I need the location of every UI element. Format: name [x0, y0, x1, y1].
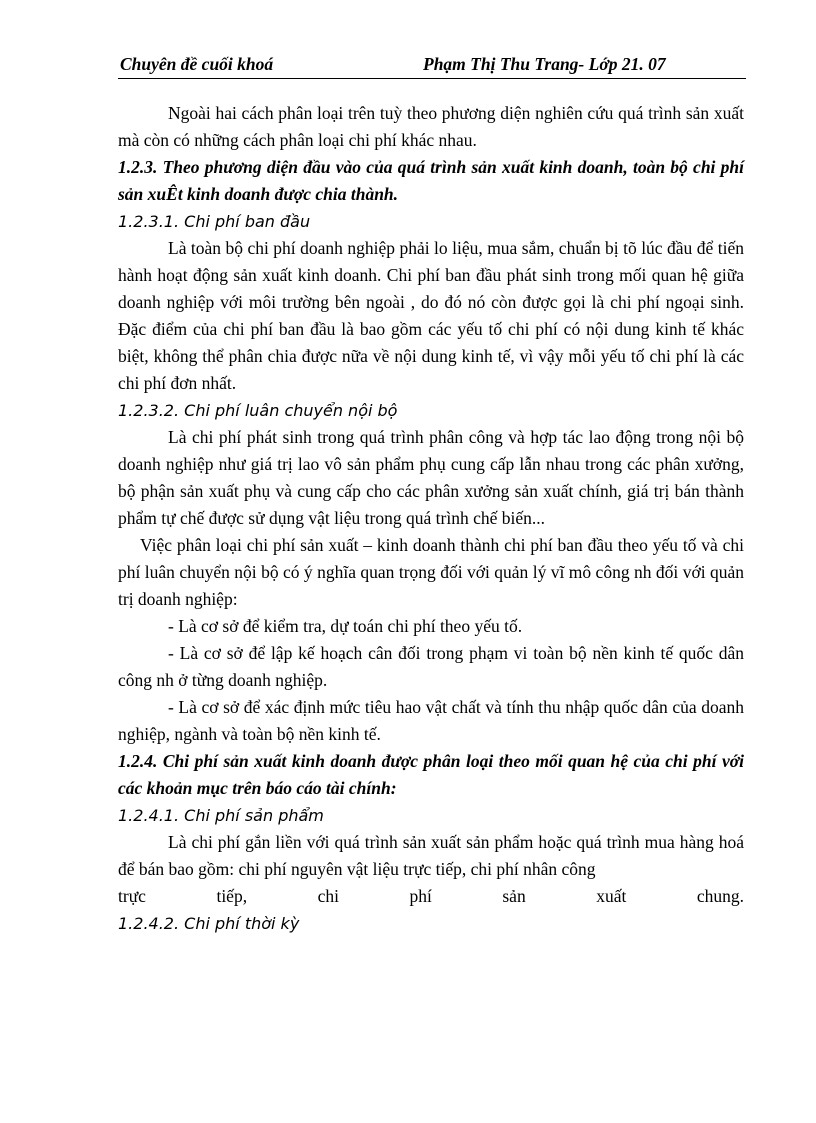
- paragraph-product-cost: Là chi phí gắn liền với quá trình sản xuất sản phẩm hoặc quá trình mua hàng hoá để bán bao gồm: chi phí nguyên vật liệu trực tiếp, chi phí nhân công: [118, 832, 744, 879]
- paragraph-initial-cost: Là toàn bộ chi phí doanh nghiệp phải lo liệu, mua sắm, chuẩn bị tõ lúc đầu để tiến hành hoạt động sản xuất kinh doanh. Chi phí ban đầu phát sinh trong mối quan hệ giữa doanh nghiệp với môi trường bên ngoài , do đó nó còn được gọi là chi phí ngoại sinh. Đặc điểm của chi phí ban đầu là bao gồm các yếu tố chi phí có nội dung kinh tế khác biệt, không thể phân chia được nữa về nội dung kinh tế, vì vậy mỗi yếu tố chi phí là các chi phí đơn nhất.: [118, 238, 744, 393]
- header-author: Phạm Thị Thu Trang- Lớp 21. 07: [423, 54, 666, 74]
- heading-1-2-3-1: 1.2.3.1. Chi phí ban đầu: [118, 212, 311, 231]
- heading-1-2-4-1: 1.2.4.1. Chi phí sản phẩm: [118, 806, 324, 825]
- list-item-1: - Là cơ sở để kiểm tra, dự toán chi phí theo yếu tố.: [168, 616, 523, 636]
- paragraph-product-cost-last-line: trực tiếp, chi phí sản xuất chung.: [118, 886, 744, 906]
- heading-1-2-4-2: 1.2.4.2. Chi phí thời kỳ: [118, 914, 300, 933]
- heading-1-2-3-2: 1.2.3.2. Chi phí luân chuyển nội bộ: [118, 401, 398, 420]
- list-item-2: - Là cơ sở để lập kế hoạch cân đối trong phạm vi toàn bộ nền kinh tế quốc dân công nh ở từng doanh nghiệp.: [118, 643, 744, 690]
- paragraph-classification-meaning: Việc phân loại chi phí sản xuất – kinh doanh thành chi phí ban đầu theo yếu tố và chi phí luân chuyển nội bộ có ý nghĩa quan trọng đối với quản lý vĩ mô công nh đối với quản trị doanh nghiệp:: [118, 535, 744, 609]
- heading-1-2-3: 1.2.3. Theo phương diện đầu vào của quá trình sản xuất kinh doanh, toàn bộ chi phí sản xuÊt kinh doanh được chia thành.: [118, 157, 744, 204]
- document-body: [118, 100, 744, 937]
- heading-1-2-4: 1.2.4. Chi phí sản xuất kinh doanh được phân loại theo mối quan hệ của chi phí với các khoản mục trên báo cáo tài chính:: [118, 751, 744, 798]
- page-header: [118, 50, 746, 79]
- paragraph-internal-cost: Là chi phí phát sinh trong quá trình phân công và hợp tác lao động trong nội bộ doanh nghiệp như giá trị lao vô sản phẩm phụ cung cấp lẫn nhau trong các phân xưởng, bộ phận sản xuất phụ và cung cấp cho các phân xưởng sản xuất chính, giá trị bán thành phẩm tự chế được sử dụng vật liệu trong quá trình chế biến...: [118, 427, 744, 528]
- paragraph-intro: Ngoài hai cách phân loại trên tuỳ theo phương diện nghiên cứu quá trình sản xuất mà còn có những cách phân loại chi phí khác nhau.: [118, 103, 744, 150]
- header-title: Chuyên đề cuối khoá: [120, 54, 274, 74]
- list-item-3: - Là cơ sở để xác định mức tiêu hao vật chất và tính thu nhập quốc dân của doanh nghiệp, ngành và toàn bộ nền kinh tế.: [118, 697, 744, 744]
